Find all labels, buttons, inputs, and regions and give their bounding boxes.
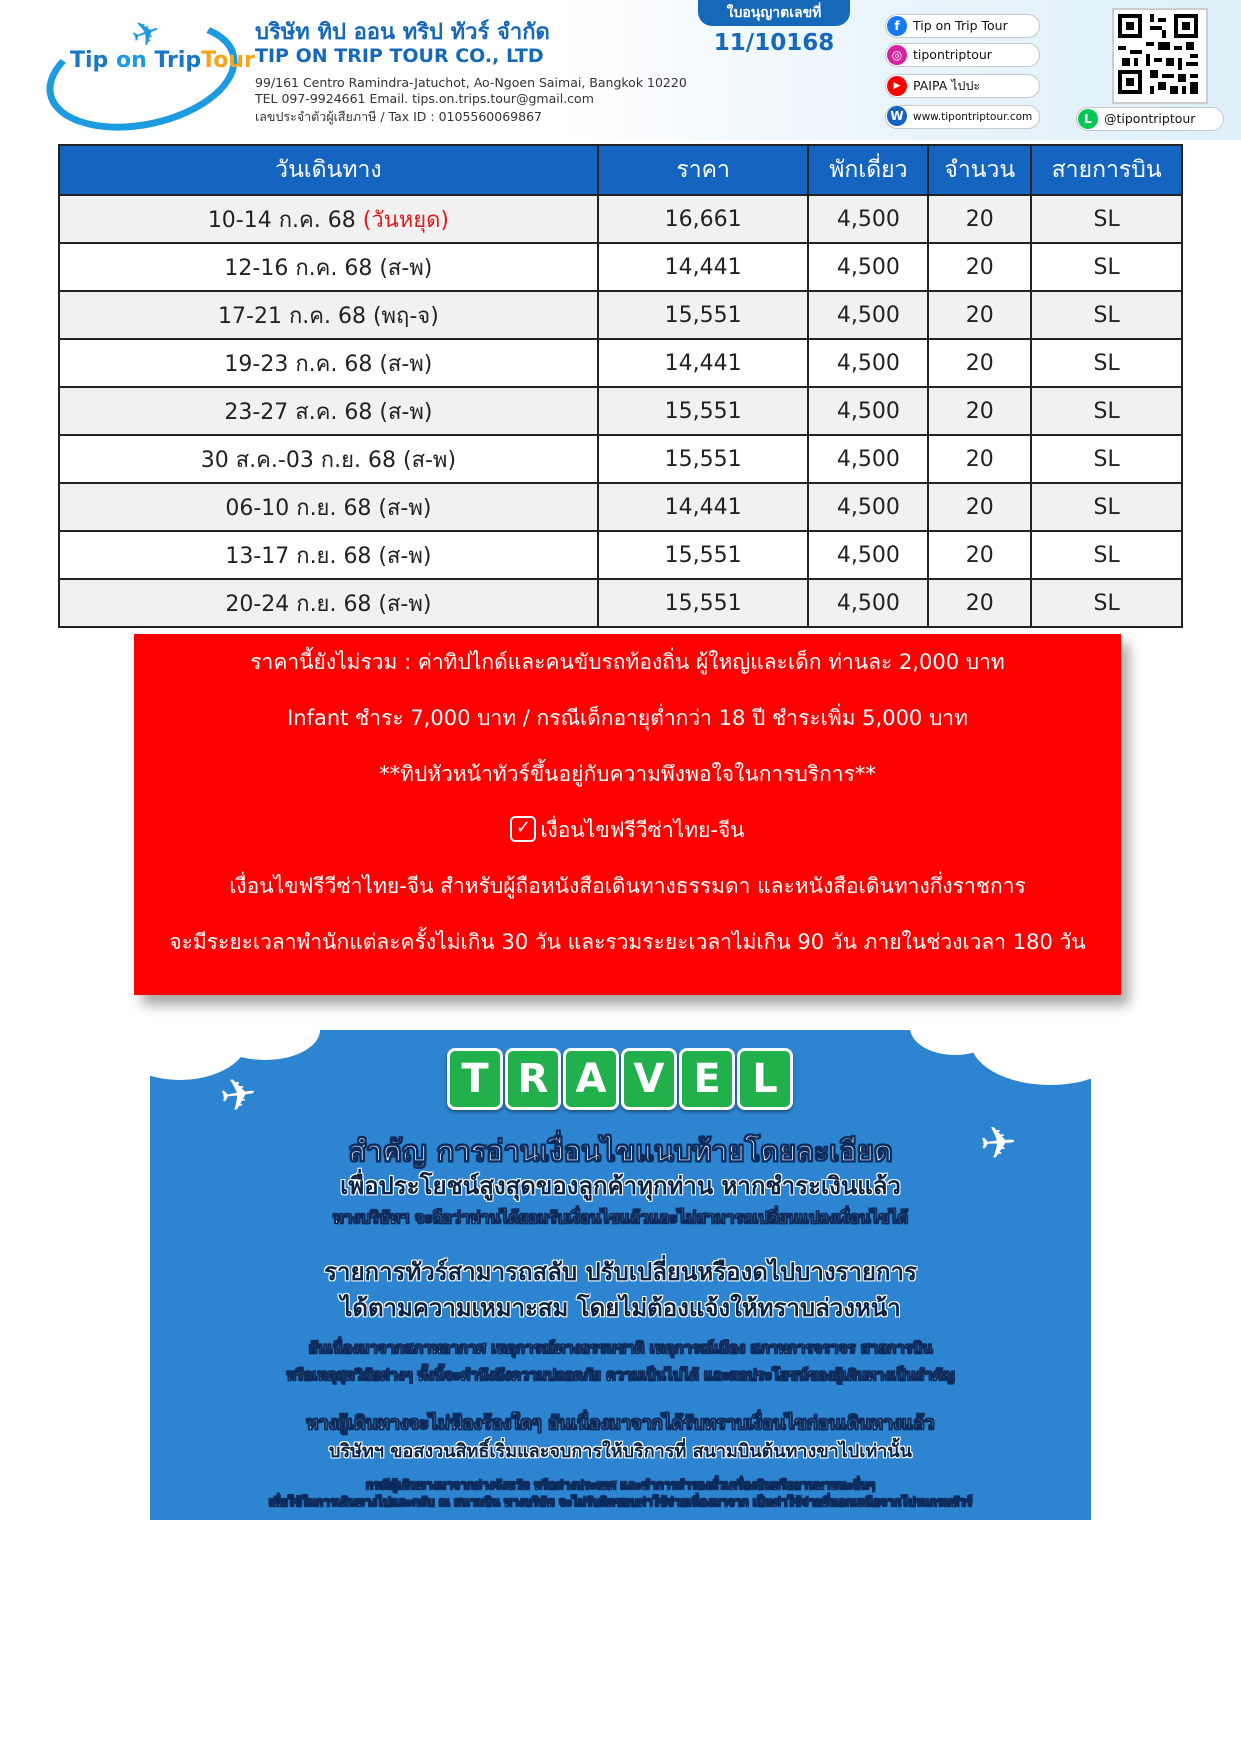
single-cell: 4,500 (808, 243, 928, 291)
seats-cell: 20 (928, 339, 1031, 387)
travel-date-cell: 13-17 ก.ย. 68 (ส-พ) (59, 531, 598, 579)
company-contact: TEL 097-9924661 Email. tips.on.trips.tour@gmail.com (255, 91, 594, 106)
price-cell: 15,551 (598, 531, 809, 579)
letterhead (0, 0, 1241, 140)
table-row (59, 291, 1182, 339)
price-cell: 15,551 (598, 579, 809, 627)
logo-text: Tip on TripTour (70, 48, 255, 73)
table-row (59, 339, 1182, 387)
table-row (59, 531, 1182, 579)
airline-cell: SL (1031, 243, 1182, 291)
airline-cell: SL (1031, 195, 1182, 243)
airline-cell: SL (1031, 579, 1182, 627)
banner-subheading: เพื่อประโยชน์สูงสุดของลูกค้าทุกท่าน หากชำระเงินแล้ว (340, 1172, 901, 1200)
social-line[interactable]: L @tipontriptour (1076, 107, 1224, 131)
airline-cell: SL (1031, 531, 1182, 579)
web-icon: W (887, 106, 907, 126)
travel-letter-tile: T (447, 1048, 503, 1110)
airplane-icon: ✈ (216, 1067, 261, 1124)
table-row (59, 579, 1182, 627)
price-cell: 15,551 (598, 435, 809, 483)
banner-subheading: ได้ตามความเหมาะสม โดยไม่ต้องแจ้งให้ทราบล่วงหน้า (340, 1294, 901, 1322)
notice-line-leader-tip: **ทิปหัวหน้าทัวร์ขึ้นอยู่กับความพึงพอใจในการบริการ** (379, 762, 876, 786)
airplane-icon: ✈ (978, 1116, 1019, 1171)
company-tax-id: เลขประจำตัวผู้เสียภาษี / Tax ID : 0105560069867 (255, 109, 542, 124)
travel-letter-tile: L (737, 1048, 793, 1110)
header-travel-date: วันเดินทาง (59, 145, 598, 195)
social-instagram[interactable]: ◎ tipontriptour (885, 43, 1040, 67)
banner-text: ทางผู้เดินทางจะไม่ฟ้องร้องใดๆ อันเนื่องมาจากได้รับทราบเงื่อนไขก่อนเดินทางแล้ว (306, 1413, 935, 1434)
travel-date-cell: 30 ส.ค.-03 ก.ย. 68 (ส-พ) (59, 435, 598, 483)
company-name-thai: บริษัท ทิป ออน ทริป ทัวร์ จำกัด (255, 20, 550, 45)
header-price: ราคา (598, 145, 809, 195)
holiday-note: (วันหยุด) (362, 207, 449, 233)
banner-footnote: เพื่อใช้ในการเดินทางไปและกลับ ณ สนามบิน ทางบริษัท จะไม่รับผิดชอบค่าใช้จ่ายเนื่องมาจาก เป็นค่าใช้จ่ายที่นอกเหนือจากโปรแกรมทัวร์ (268, 1495, 973, 1509)
banner-text: อันเนื่องมาจากสภาพอากาศ เหตุการณ์ทางธรรมชาติ เหตุการณ์เมือง สภาพการจราจร สายการบิน (308, 1339, 933, 1357)
travel-date-cell: 06-10 ก.ย. 68 (ส-พ) (59, 483, 598, 531)
header-seats: จำนวน (928, 145, 1031, 195)
airline-cell: SL (1031, 483, 1182, 531)
seats-cell: 20 (928, 483, 1031, 531)
table-row (59, 435, 1182, 483)
instagram-icon: ◎ (887, 45, 907, 65)
single-cell: 4,500 (808, 483, 928, 531)
notice-line-tips: ราคานี้ยังไม่รวม : ค่าทิปไกด์และคนขับรถท้องถิ่น ผู้ใหญ่และเด็ก ท่านละ 2,000 บาท (250, 650, 1005, 674)
seats-cell: 20 (928, 195, 1031, 243)
price-cell: 16,661 (598, 195, 809, 243)
table-row (59, 387, 1182, 435)
seats-cell: 20 (928, 579, 1031, 627)
banner-heading: สำคัญ การอ่านเงื่อนไขแนบท้ายโดยละเอียด (348, 1134, 893, 1168)
single-cell: 4,500 (808, 195, 928, 243)
banner-text: หรือเหตุสุดวิสัยต่างๆ ทั้งนี้จะคำนึงถึงความปลอดภัย ความเป็นไปได้ และผลประโยชน์ของผู้เดินทางเป็นสำคัญ (286, 1368, 955, 1384)
price-exclusions-notice (134, 634, 1121, 995)
license-label: ใบอนุญาตเลขที่ (698, 0, 850, 26)
price-cell: 14,441 (598, 483, 809, 531)
tour-price-table (58, 144, 1183, 628)
travel-date-cell: 17-21 ก.ค. 68 (พฤ-จ) (59, 291, 598, 339)
table-header-row (59, 145, 1182, 195)
notice-line-visa-stay: จะมีระยะเวลาพำนักแต่ละครั้งไม่เกิน 30 วัน และรวมระยะเวลาไม่เกิน 90 วัน ภายในช่วงเวลา 180 วัน (169, 930, 1086, 954)
table-row (59, 195, 1182, 243)
airline-cell: SL (1031, 339, 1182, 387)
price-cell: 14,441 (598, 243, 809, 291)
social-youtube[interactable]: ▶ PAIPA ไปปะ (885, 74, 1040, 98)
table-row (59, 483, 1182, 531)
travel-date-cell: 10-14 ก.ค. 68 (วันหยุด) (59, 195, 598, 243)
banner-subheading: รายการทัวร์สามารถสลับ ปรับเปลี่ยนหรืองดไปบางรายการ (324, 1258, 917, 1286)
header-single-supplement: พักเดี่ยว (808, 145, 928, 195)
single-cell: 4,500 (808, 435, 928, 483)
single-cell: 4,500 (808, 291, 928, 339)
company-name-english: TIP ON TRIP TOUR CO., LTD (255, 45, 544, 67)
travel-date-cell: 23-27 ส.ค. 68 (ส-พ) (59, 387, 598, 435)
facebook-icon: f (887, 16, 907, 36)
travel-date-cell: 19-23 ก.ค. 68 (ส-พ) (59, 339, 598, 387)
travel-letter-tile: R (505, 1048, 561, 1110)
airline-cell: SL (1031, 291, 1182, 339)
banner-text: ทางบริษัทฯ จะถือว่าท่านได้ยอมรับเงื่อนไขแล้วและไม่สามารถเปลี่ยนแปลงเงื่อนไขได้ (332, 1208, 909, 1227)
travel-date-cell: 20-24 ก.ย. 68 (ส-พ) (59, 579, 598, 627)
social-facebook[interactable]: f Tip on Trip Tour (885, 14, 1040, 38)
travel-letter-tile: E (679, 1048, 735, 1110)
seats-cell: 20 (928, 387, 1031, 435)
travel-conditions-banner (150, 1030, 1091, 1520)
notice-line-infant: Infant ชำระ 7,000 บาท / กรณีเด็กอายุต่ำกว่า 18 ปี ชำระเพิ่ม 5,000 บาท (287, 706, 968, 730)
airline-cell: SL (1031, 387, 1182, 435)
social-website[interactable]: W www.tipontriptour.com (885, 105, 1040, 129)
airline-cell: SL (1031, 435, 1182, 483)
price-cell: 15,551 (598, 387, 809, 435)
seats-cell: 20 (928, 435, 1031, 483)
line-icon: L (1078, 109, 1098, 129)
license-number: 11/10168 (713, 30, 835, 56)
company-address: 99/161 Centro Ramindra-Jatuchot, Ao-Ngoen Saimai, Bangkok 10220 (255, 75, 687, 90)
notice-line-visa-title: ✓ เงื่อนไขฟรีวีซ่าไทย-จีน (134, 814, 1121, 847)
qr-code (1112, 8, 1208, 104)
price-cell: 14,441 (598, 339, 809, 387)
price-cell: 15,551 (598, 291, 809, 339)
travel-letter-tile: V (621, 1048, 677, 1110)
table-row (59, 243, 1182, 291)
travel-letter-tile: A (563, 1048, 619, 1110)
notice-line-visa-passport: เงื่อนไขฟรีวีซ่าไทย-จีน สำหรับผู้ถือหนังสือเดินทางธรรมดา และหนังสือเดินทางกึ่งราชการ (229, 874, 1026, 898)
single-cell: 4,500 (808, 531, 928, 579)
single-cell: 4,500 (808, 387, 928, 435)
banner-text: บริษัทฯ ขอสงวนสิทธิ์เริ่มและจบการให้บริการที่ สนามบินต้นทางขาไปเท่านั้น (329, 1441, 912, 1462)
header-airline: สายการบิน (1031, 145, 1182, 195)
banner-footnote: กรณีผู้เดินทางมาจากต่างจังหวัด หรือต่างประเทศ และทำการสำรองตั๋วเครื่องบินหรือยานพาหนะอื่นๆ (365, 1478, 876, 1492)
single-cell: 4,500 (808, 339, 928, 387)
airplane-icon: ✈ (126, 10, 167, 58)
single-cell: 4,500 (808, 579, 928, 627)
seats-cell: 20 (928, 531, 1031, 579)
seats-cell: 20 (928, 291, 1031, 339)
seats-cell: 20 (928, 243, 1031, 291)
checkbox-icon: ✓ (510, 816, 536, 842)
travel-date-cell: 12-16 ก.ค. 68 (ส-พ) (59, 243, 598, 291)
youtube-icon: ▶ (887, 76, 907, 96)
